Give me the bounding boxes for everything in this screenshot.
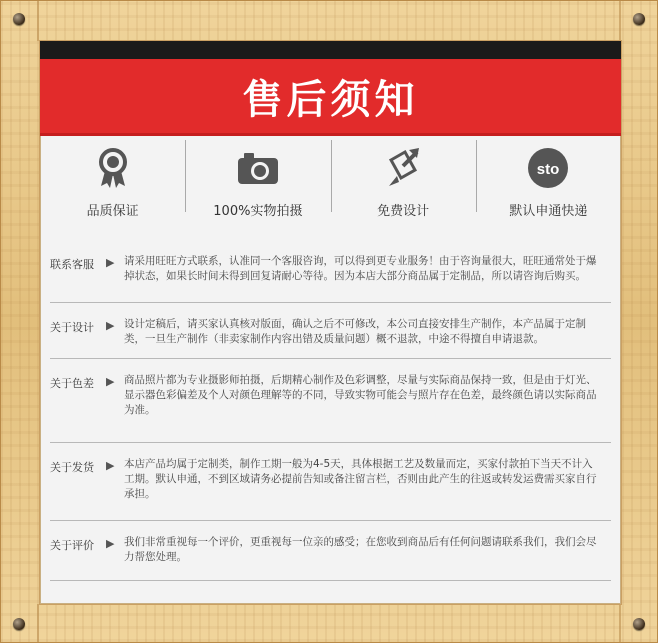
nail-icon [633,618,645,630]
arrow-right-icon: ▶ [106,459,115,472]
policy-list [40,240,621,581]
policy-title: 关于评价 [50,539,94,552]
notice-board [40,41,621,604]
policy-row [50,443,611,521]
feature-photo [185,138,330,234]
frame-seam [619,1,621,41]
sto-logo-icon [526,146,570,190]
policy-title: 联系客服 [50,258,94,271]
page-title: 售后须知 [40,59,621,136]
policy-text: 我们非常重视每一个评价，更重视每一位亲的感受；在您收到商品后有任何问题请联系我们，我们会尽力帮您处理。 [124,536,597,563]
top-bar [40,41,621,59]
frame-seam [37,604,39,642]
nail-icon [13,618,25,630]
policy-text: 请采用旺旺方式联系，认准同一个客服咨询，可以得到更专业服务！由于咨询量很大，旺旺通常处于爆掉状态，如果长时间未得到回复请耐心等待。因为本店大部分商品属于定制品，所以请咨询后购买。 [124,255,597,282]
nail-icon [13,13,25,25]
arrow-right-icon: ▶ [106,375,115,388]
policy-row [50,240,611,303]
frame-seam [619,604,621,642]
brush-icon [381,146,425,190]
policy-text: 商品照片都为专业摄影师拍摄，后期精心制作及色彩调整，尽量与实际商品保持一致，但是由于灯光、显示器色彩偏差及个人对颜色理解等的不同，导致实物可能会与照片存在色差，最终颜色请以实际商品为准。 [124,374,597,416]
feature-quality [40,138,185,234]
policy-text: 设计定稿后，请买家认真核对版面，确认之后不可修改，本公司直接安排生产制作，本产品属于定制类，一旦生产制作（非卖家制作内容出错及质量问题）概不退款，中途不得擅自申请退款。 [124,318,586,345]
sto-logo-text: sto [537,161,560,178]
feature-strip [40,138,621,234]
medal-icon [91,146,135,190]
feature-label: 100%实物拍摄 [213,204,303,219]
camera-icon [236,146,280,190]
feature-shipping [476,138,621,234]
policy-title: 关于发货 [50,461,94,474]
arrow-right-icon: ▶ [106,256,115,269]
policy-row [50,359,611,443]
policy-row [50,521,611,581]
policy-row [50,303,611,359]
feature-label: 免费设计 [377,204,430,219]
frame-seam [37,1,39,41]
policy-title: 关于色差 [50,377,94,390]
arrow-right-icon: ▶ [106,319,115,332]
nail-icon [633,13,645,25]
feature-label: 品质保证 [86,204,139,219]
policy-title: 关于设计 [50,321,94,334]
policy-text: 本店产品均属于定制类，制作工期一般为4-5天，具体根据工艺及数量而定，买家付款拍下当天不计入工期。默认申通，不到区域请务必提前告知或备注留言栏，否则由此产生的往返或转发运费需买家自行承担。 [124,458,597,500]
feature-label: 默认申通快递 [509,204,588,219]
feature-design [331,138,476,234]
arrow-right-icon: ▶ [106,537,115,550]
